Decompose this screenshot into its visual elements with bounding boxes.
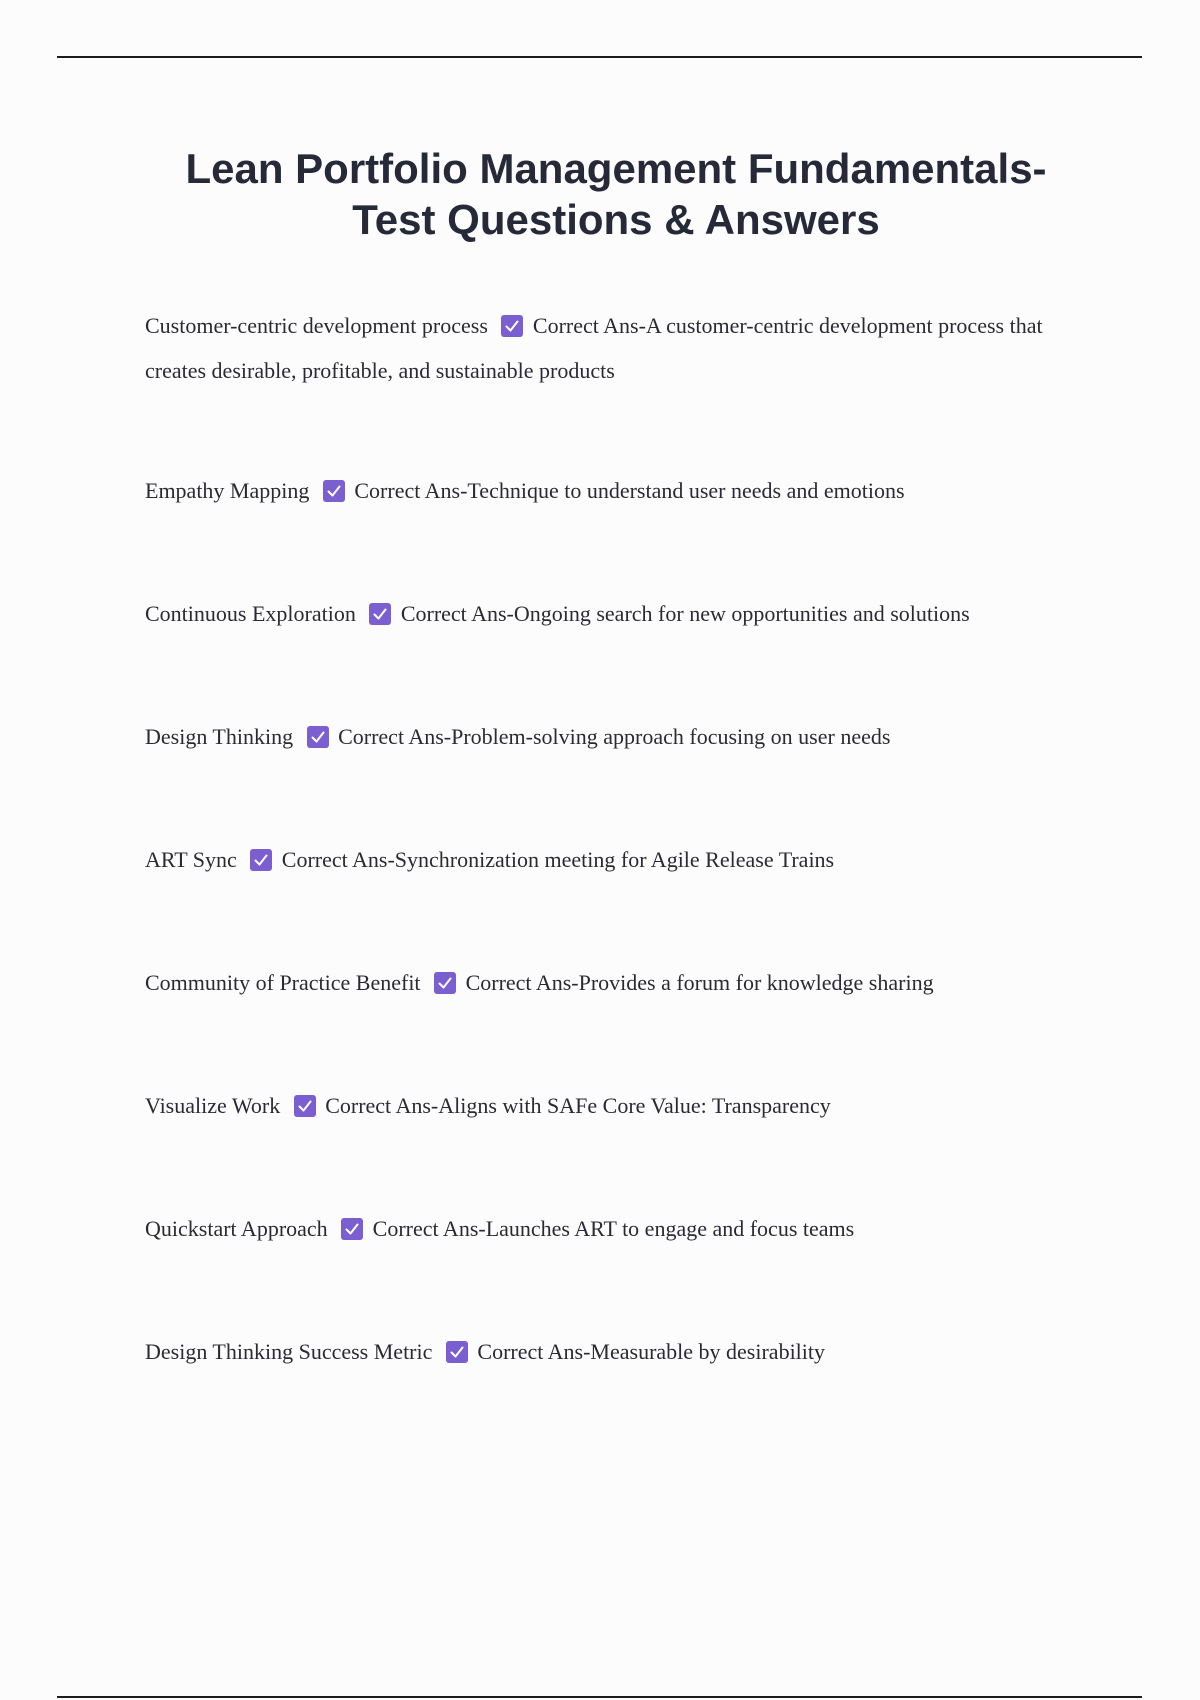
qa-answer: Correct Ans-Aligns with SAFe Core Value: Transparency	[325, 1093, 831, 1118]
qa-answer: Correct Ans-Measurable by desirability	[477, 1339, 826, 1364]
check-mark-icon	[341, 1218, 363, 1240]
check-mark-icon	[501, 315, 523, 337]
check-mark-icon	[369, 603, 391, 625]
qa-answer: Correct Ans-Technique to understand user needs and emotions	[354, 478, 905, 503]
qa-item	[145, 303, 1085, 393]
qa-answer: Correct Ans-Synchronization meeting for Agile Release Trains	[281, 847, 835, 872]
check-mark-icon	[294, 1095, 316, 1117]
qa-answer: Correct Ans-Ongoing search for new opportunities and solutions	[400, 601, 970, 626]
qa-term: Customer-centric development process	[145, 313, 488, 338]
qa-item	[145, 1083, 1085, 1128]
qa-item	[145, 960, 1085, 1005]
qa-term: Community of Practice Benefit	[145, 970, 421, 995]
qa-answer: Correct Ans-Problem-solving approach focusing on user needs	[338, 724, 891, 749]
title-line-1: Lean Portfolio Management Fundamentals-	[185, 145, 1047, 192]
page-title	[100, 143, 1132, 245]
qa-item	[145, 591, 1085, 636]
qa-term: Design Thinking Success Metric	[145, 1339, 433, 1364]
qa-answer: Correct Ans-Launches ART to engage and focus teams	[372, 1216, 855, 1241]
check-mark-icon	[307, 726, 329, 748]
qa-item	[145, 468, 1085, 513]
qa-answer: Correct Ans-A customer-centric development process that creates desirable, profitable, and sustainable products	[145, 313, 1043, 383]
qa-answer: Correct Ans-Provides a forum for knowledge sharing	[465, 970, 934, 995]
qa-item	[145, 714, 1085, 759]
qa-list	[145, 303, 1085, 1374]
qa-term: Visualize Work	[145, 1093, 281, 1118]
check-mark-icon	[323, 480, 345, 502]
qa-term: Continuous Exploration	[145, 601, 356, 626]
qa-term: Design Thinking	[145, 724, 294, 749]
qa-term: Quickstart Approach	[145, 1216, 328, 1241]
bottom-rule	[57, 1696, 1142, 1698]
qa-term: Empathy Mapping	[145, 478, 310, 503]
title-line-2: Test Questions & Answers	[352, 196, 880, 243]
qa-item	[145, 1329, 1085, 1374]
qa-term: ART Sync	[145, 847, 237, 872]
check-mark-icon	[434, 972, 456, 994]
check-mark-icon	[250, 849, 272, 871]
qa-item	[145, 1206, 1085, 1251]
check-mark-icon	[446, 1341, 468, 1363]
qa-item	[145, 837, 1085, 882]
top-rule	[57, 56, 1142, 58]
